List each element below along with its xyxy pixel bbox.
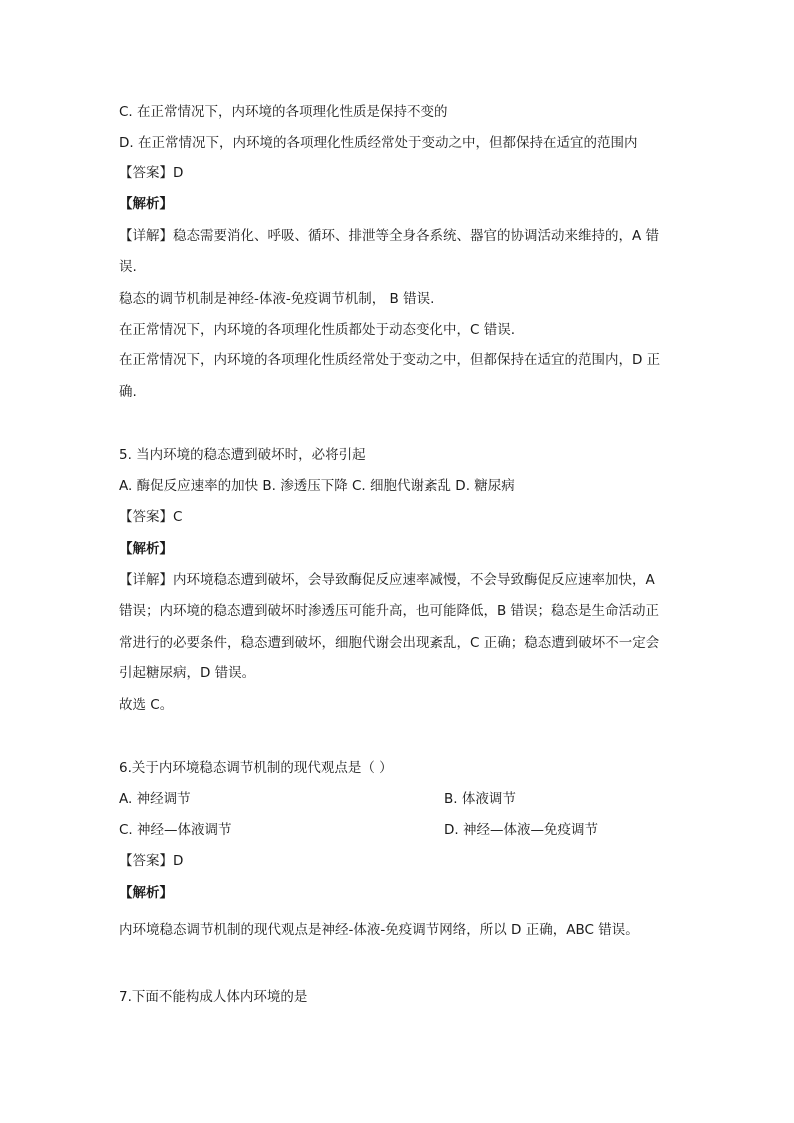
- q4-detail-line-4: 在正常情况下，内环境的各项理化性质都处于动态变化中，C 错误.: [119, 322, 516, 338]
- q4-detail-line-5: 在正常情况下，内环境的各项理化性质经常处于变动之中，但都保持在适宜的范围内，D 正: [119, 352, 661, 368]
- q4-option-d: D. 在正常情况下，内环境的各项理化性质经常处于变动之中，但都保持在适宜的范围内: [119, 135, 638, 151]
- q5-options: A. 酶促反应速率的加快 B. 渗透压下降 C. 细胞代谢紊乱 D. 糖尿病: [119, 478, 515, 494]
- q5-conclusion: 故选 C。: [119, 697, 174, 713]
- q6-stem: 6.关于内环境稳态调节机制的现代观点是（ ）: [119, 760, 393, 776]
- q6-option-b: B. 体液调节: [444, 791, 516, 807]
- q4-detail-line-1: 【详解】稳态需要消化、呼吸、循环、排泄等全身各系统、器官的协调活动来维持的，A 错: [119, 228, 660, 244]
- q4-detail-line-3: 稳态的调节机制是神经-体液-免疫调节机制， B 错误.: [119, 291, 435, 307]
- q6-answer: 【答案】D: [119, 853, 184, 869]
- q4-analysis-heading: 【解析】: [119, 196, 173, 212]
- q6-option-c: C. 神经—体液调节: [119, 822, 232, 838]
- q7-stem: 7.下面不能构成人体内环境的是: [119, 989, 308, 1005]
- q5-analysis-heading: 【解析】: [119, 541, 173, 557]
- q6-option-a: A. 神经调节: [119, 791, 191, 807]
- q6-option-d: D. 神经—体液—免疫调节: [444, 822, 598, 838]
- q5-detail-line-3: 常进行的必要条件，稳态遭到破坏，细胞代谢会出现紊乱，C 正确；稳态遭到破坏不一定会: [119, 635, 660, 651]
- q6-detail-line-1: 内环境稳态调节机制的现代观点是神经-体液-免疫调节网络，所以 D 正确，ABC 错误。: [119, 922, 639, 938]
- q5-detail-line-4: 引起糖尿病，D 错误。: [119, 665, 256, 681]
- q5-answer: 【答案】C: [119, 509, 183, 525]
- q6-analysis-heading: 【解析】: [119, 885, 173, 901]
- q5-stem: 5. 当内环境的稳态遭到破坏时，必将引起: [119, 447, 366, 463]
- q4-detail-line-2: 误.: [119, 259, 137, 275]
- q4-detail-line-6: 确.: [119, 384, 137, 400]
- q5-detail-line-1: 【详解】内环境稳态遭到破坏，会导致酶促反应速率减慢，不会导致酶促反应速率加快，A: [119, 572, 655, 588]
- q4-answer: 【答案】D: [119, 165, 184, 181]
- q5-detail-line-2: 错误；内环境的稳态遭到破坏时渗透压可能升高，也可能降低，B 错误；稳态是生命活动正: [119, 603, 660, 619]
- q4-option-c: C. 在正常情况下，内环境的各项理化性质是保持不变的: [119, 104, 448, 120]
